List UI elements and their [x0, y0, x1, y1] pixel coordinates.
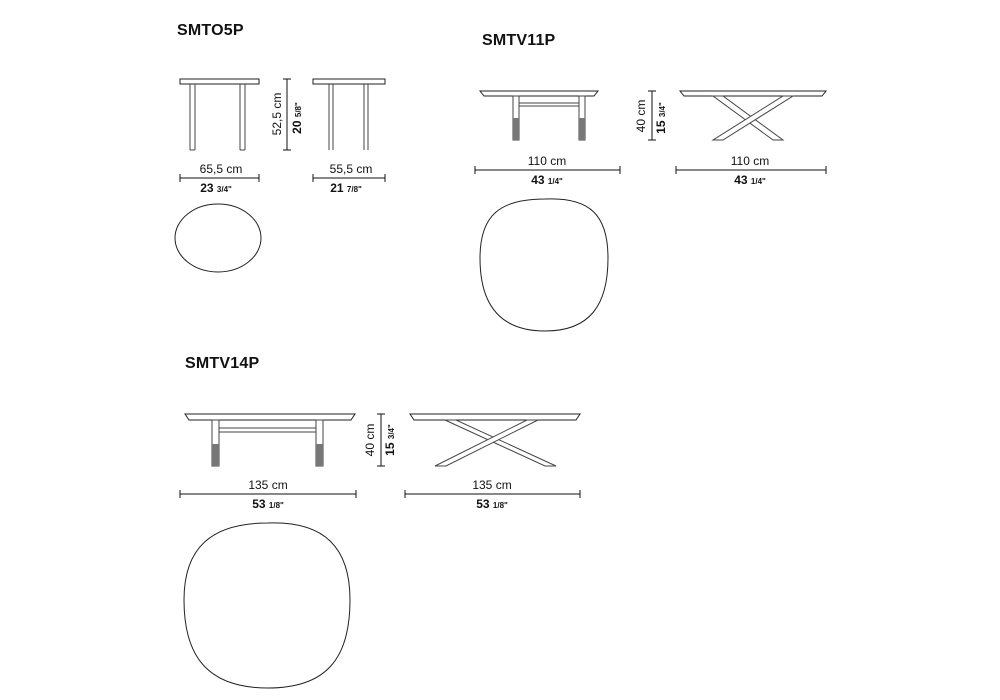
smtv11p-height-cm: 40 cm — [634, 99, 648, 133]
smtv11p-side-view — [680, 91, 826, 140]
smto5p-side-cm: 55,5 cm — [329, 162, 373, 176]
smto5p-top-view — [175, 204, 261, 272]
model-title-smtv11p: SMTV11P — [482, 32, 556, 49]
smtv11p-side-cm: 110 cm — [730, 154, 770, 168]
smto5p-height-cm: 52,5 cm — [270, 92, 284, 136]
smto5p-front-cm: 65,5 cm — [199, 162, 243, 176]
model-title-smto5p: SMTO5P — [177, 22, 244, 39]
smtv14p-top-view — [184, 523, 350, 688]
smtv11p-top-view — [480, 199, 608, 331]
smto5p-side-inch: 21 7/8" — [330, 181, 362, 195]
smto5p-side-dimension — [313, 162, 385, 195]
smto5p-front-inch: 23 3/4" — [200, 181, 232, 195]
smtv14p-front-dimension — [180, 478, 356, 511]
smto5p-height-inch: 20 5/8" — [290, 102, 304, 134]
smtv11p-front-view — [480, 91, 598, 140]
smtv14p-side-inch: 53 1/8" — [476, 497, 508, 511]
smtv11p-height-dimension — [634, 91, 668, 140]
smtv11p-front-cm: 110 cm — [527, 154, 567, 168]
smtv14p-height-dimension — [363, 414, 397, 466]
smtv14p-front-view — [185, 414, 355, 466]
smtv14p-side-dimension — [405, 478, 580, 511]
smtv14p-front-cm: 135 cm — [248, 478, 288, 492]
smtv11p-side-dimension — [676, 154, 826, 187]
smtv11p-front-dimension — [475, 154, 620, 187]
smto5p-front-view — [180, 79, 259, 150]
smtv14p-height-cm: 40 cm — [363, 423, 377, 457]
smtv11p-side-inch: 43 1/4" — [734, 173, 766, 187]
smtv14p-side-view — [410, 414, 580, 466]
smto5p-side-view — [313, 79, 385, 150]
model-title-smtv14p: SMTV14P — [185, 355, 260, 372]
smtv14p-height-inch: 15 3/4" — [383, 424, 397, 456]
smtv11p-front-inch: 43 1/4" — [531, 173, 563, 187]
smtv14p-front-inch: 53 1/8" — [252, 497, 284, 511]
smto5p-height-dimension — [270, 79, 304, 150]
smtv14p-side-cm: 135 cm — [472, 478, 512, 492]
smto5p-front-dimension — [180, 162, 259, 195]
smtv11p-height-inch: 15 3/4" — [654, 102, 668, 134]
